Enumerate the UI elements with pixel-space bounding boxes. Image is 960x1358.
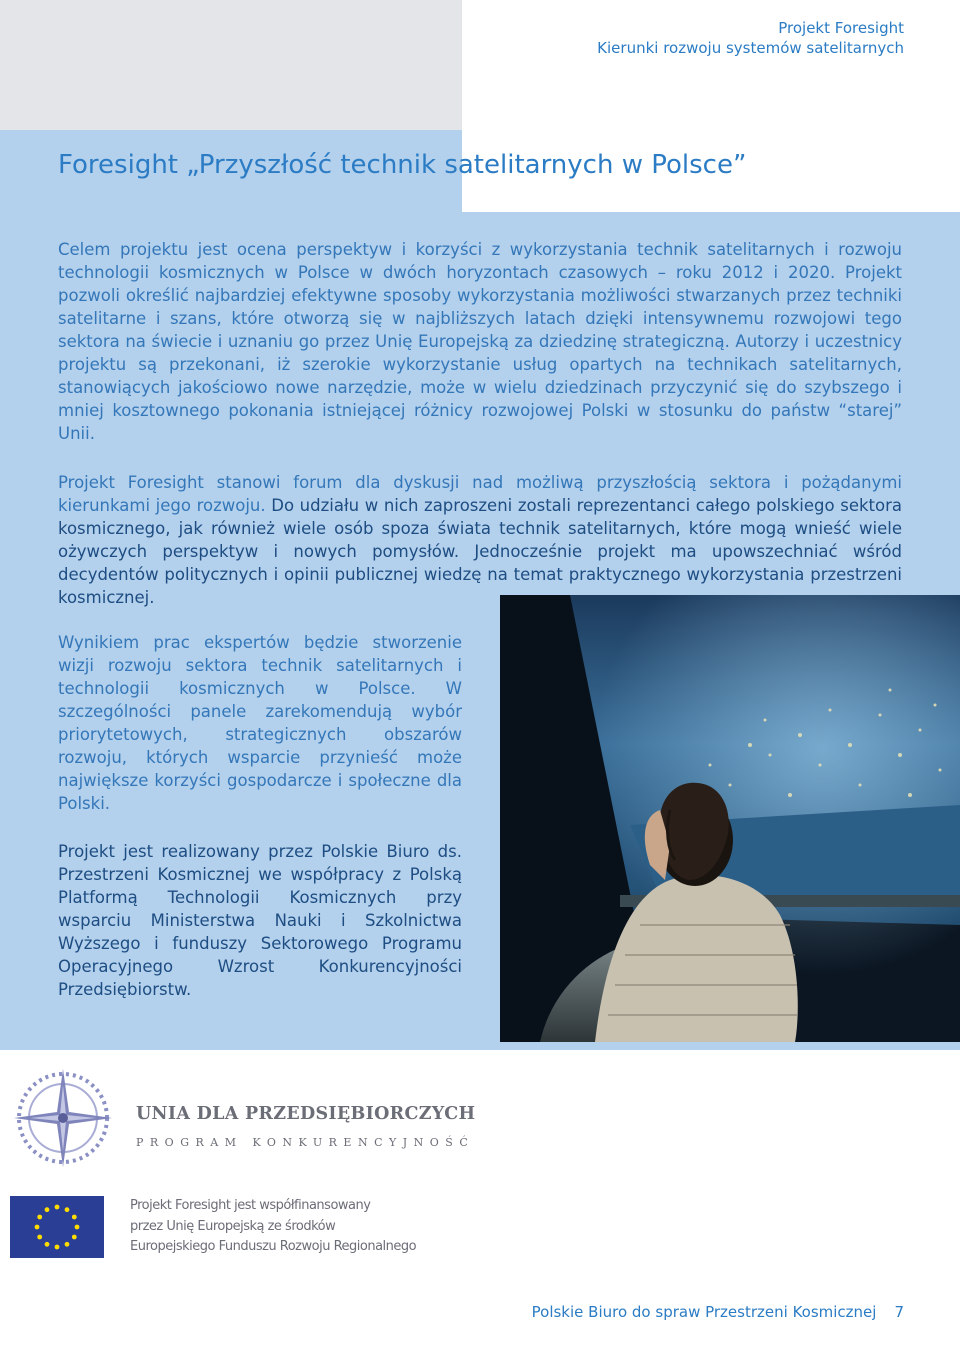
page-title: Foresight „Przyszłość technik satelitarnych w Polsce” (58, 150, 747, 180)
cofunding-line-3: Europejskiego Funduszu Rozwoju Regionalnego (130, 1239, 417, 1254)
header-subtitle: Kierunki rozwoju systemów satelitarnych (597, 39, 904, 57)
eu-flag-icon (10, 1196, 104, 1258)
paragraph-results: Wynikiem prac ekspertów będzie stworzenie wizji rozwoju sektora technik satelitarnych i technologii kosmicznych w Polsce. W szczególności panele zarekomendują wybór priorytetowych, strategicznych obszarów rozwoju, których wsparcie przynieść może największe korzyści gospodarcze i społeczne dla Polski. (58, 633, 462, 813)
unia-logo-title: UNIA DLA PRZEDSIĘBIORCZYCH (136, 1104, 476, 1124)
paragraph-realization: Projekt jest realizowany przez Polskie Biuro ds. Przestrzeni Kosmicznej we współpracy z Polską Platformą Technologii Kosmicznych przy wsparciu Ministerstwa Nauki i Szkolnictwa Wyższego i funduszy Sektorowego Programu Operacyjnego Wzrost Konkurencyjności Przedsiębiorstw. (58, 842, 462, 999)
paragraph-forum-lead: Projekt Foresight stanowi forum dla dyskusji nad możliwą przyszłością sektora i pożądanymi kierunkami jego rozwoju. (58, 473, 902, 515)
page-number: 7 (894, 1303, 904, 1321)
paragraph-forum-rest: Do udziału w nich zaproszeni zostali reprezentanci całego polskiego sektora kosmicznego, jak również wiele osób spoza świata technik satelitarnych, które mogą wnieść wiele ożywczych perspektyw i nowych pomysłów. Jednocześnie projekt ma upowszechniać wśród decydentów politycznych i opinii publicznej wiedzę na temat praktycznego wykorzystania przestrzeni kosmicznej. (58, 496, 902, 607)
compass-rose-logo (8, 1063, 118, 1173)
cofunding-line-1: Projekt Foresight jest współfinansowany (130, 1198, 371, 1213)
man-on-phone-photo (500, 595, 960, 1042)
paragraph-forum (58, 471, 902, 609)
footer-organization: Polskie Biuro do spraw Przestrzeni Kosmicznej (531, 1303, 877, 1321)
cofunding-line-2: przez Unię Europejską ze środków (130, 1218, 336, 1234)
cofunding-note (130, 1196, 416, 1258)
paragraph-goal: Celem projektu jest ocena perspektyw i korzyści z wykorzystania technik satelitarnych i rozwoju technologii kosmicznych w Polsce w dwóch horyzontach czasowych – roku 2012 i 2020. Projekt pozwoli określić najbardziej efektywne sposoby wykorzystania możliwości stwarzanych przez techniki satelitarne i szans, które otworzą się w najbliższych latach dzięki intensywnemu rozwojowi tego sektora na świecie i uznaniu go przez Unię Europejską za dziedzinę strategiczną. Autorzy i uczestnicy projektu są przekonani, iż szerokie wykorzystanie usług opartych na technikach satelitarnych, stanowiących jakościowo nowe narzędzie, może w wielu dziedzinach przyczynić się do szybszego i mniej kosztownego pokonania istniejącej różnicy rozwojowej Polski w stosunku do państw “starej” Unii. (58, 240, 902, 443)
page-footer (532, 1303, 904, 1321)
unia-logo-subtitle: PROGRAM KONKURENCYJNOŚĆ (136, 1136, 475, 1149)
running-header (597, 18, 904, 58)
header-project-name: Projekt Foresight (778, 19, 904, 37)
